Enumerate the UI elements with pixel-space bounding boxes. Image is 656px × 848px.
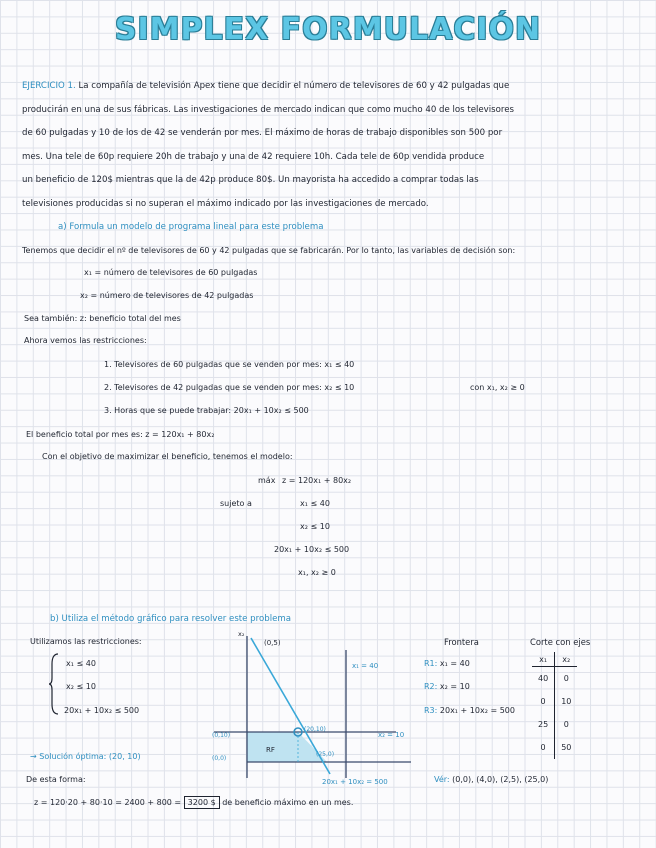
x2-line-label: x₂ = 10 (378, 731, 405, 739)
objective-intro: Con el objetivo de maximizar el beneficio, tenemos el modelo: (42, 452, 293, 461)
model-constraint-1: x₁ ≤ 40 (300, 499, 330, 508)
exercise-line: La compañía de televisión Apex tiene que decidir el número de televisores de 60 y 42 pulgadas que (78, 81, 510, 91)
profit-expression: El beneficio total por mes es: z = 120x₁ + 80x₂ (26, 430, 215, 439)
calculation-line (34, 798, 353, 807)
restriction-list-item: x₁ ≤ 40 (66, 659, 96, 668)
thus-label: De esta forma: (26, 775, 86, 784)
cuts-table (532, 652, 577, 759)
restrictions-intro: Ahora vemos las restricciones: (24, 336, 147, 345)
point-origin-label: (0,0) (212, 755, 227, 762)
restriction-list-item: 20x₁ + 10x₂ ≤ 500 (64, 706, 140, 715)
part-b-heading-text: b) Utiliza el método gráfico para resolver este problema (50, 614, 292, 624)
table-row (532, 667, 577, 691)
frontier-expr: x₁ = 40 (439, 659, 470, 668)
model-constraint-2: x₂ ≤ 10 (300, 522, 330, 531)
point-optimal-label: (20,10) (304, 726, 326, 733)
nonneg-constraint: con x₁, x₂ ≥ 0 (470, 383, 525, 392)
restriction-3: 3. Horas que se puede trabajar: 20x₁ + 10x₂ ≤ 500 (104, 406, 309, 415)
exercise-line: mes. Una tele de 60p requiere 20h de trabajo y una de 42 requiere 10h. Cada tele de 60p vendida produce (22, 151, 485, 162)
part-b-heading (50, 614, 291, 624)
restriction-list-item: x₂ ≤ 10 (66, 682, 96, 691)
frontier-expr: 20x₁ + 10x₂ = 500 (439, 706, 515, 715)
x2-axis-label: x₂ (238, 630, 245, 638)
exercise-line: un beneficio de 120$ mientras que la de 42p produce 80$. Un mayorista ha accedido a comprar todas las (22, 175, 479, 185)
point-25-label: (25,0) (316, 751, 335, 758)
optimal-solution-text: → Solución óptima: (20, 10) (30, 752, 141, 761)
exercise-line: producirán en una de sus fábricas. Las investigaciones de mercado indican que como mucho 40 de los televisores (22, 104, 514, 115)
part-a-heading-text: a) Formula un modelo de programa lineal para este problema (58, 222, 324, 232)
part-a-heading (58, 222, 323, 232)
point-0-10-label: (0,10) (212, 732, 231, 739)
table-cell: 0 (563, 720, 569, 729)
feasible-region-label: RF (266, 746, 275, 754)
model-constraint-4: x₁, x₂ ≥ 0 (298, 568, 336, 577)
cuts-header-row (532, 652, 577, 667)
point-top-label: (0,5) (264, 639, 281, 647)
table-row (532, 713, 577, 736)
frontier-tag: R1: (424, 659, 438, 668)
table-cell: 25 (532, 713, 555, 736)
frontier-title: Frontera (444, 637, 479, 647)
calculation-tail: de beneficio máximo en un mes. (222, 798, 354, 807)
restriction-1: 1. Televisores de 60 pulgadas que se venden por mes: x₁ ≤ 40 (104, 360, 355, 369)
table-cell: 10 (561, 697, 572, 706)
hours-line-label: 20x₁ + 10x₂ = 500 (322, 778, 388, 786)
calculation-expr: z = 120·20 + 80·10 = 2400 + 800 = (34, 798, 182, 807)
frontier-expr: x₂ = 10 (439, 682, 470, 691)
feasible-region-graph (206, 628, 416, 788)
frontier-tag: R2: (424, 682, 438, 691)
table-cell: 50 (561, 743, 572, 752)
vertices-label: Vér: (434, 775, 450, 784)
cuts-title: Corte con ejes (530, 637, 591, 647)
model-constraint-3: 20x₁ + 10x₂ ≤ 500 (274, 545, 350, 554)
table-row (532, 690, 577, 713)
model-max-label: máx (258, 476, 276, 485)
exercise-line: televisiones producidas si no superan el máximo indicado por las investigaciones de mercado. (22, 198, 429, 209)
optimal-solution (30, 752, 141, 761)
model-max-expr: z = 120x₁ + 80x₂ (282, 476, 352, 485)
exercise-line: de 60 pulgadas y 10 de los de 42 se venderán por mes. El máximo de horas de trabajo disponibles son 500 por (22, 128, 503, 138)
frontier-row (424, 682, 470, 691)
model-subject-to: sujeto a (220, 499, 252, 508)
table-cell: 0 (532, 736, 555, 759)
table-cell: 0 (563, 674, 569, 683)
use-restrictions: Utilizamos las restricciones: (30, 637, 142, 646)
result-box: 3200 $ (184, 796, 220, 809)
brace-icon (48, 652, 60, 716)
part-a-intro: Tenemos que decidir el nº de televisores de 60 y 42 pulgadas que se fabricarán. Por lo tanto, las variables de decisión son: (22, 246, 516, 255)
vertices-values: (0,0), (4,0), (2,5), (25,0) (452, 775, 549, 784)
table-row (532, 736, 577, 759)
page-title: SIMPLEX FORMULACIÓN (114, 12, 542, 47)
exercise-text (22, 82, 514, 223)
vertices-line (434, 775, 548, 784)
restriction-2: 2. Televisores de 42 pulgadas que se venden por mes: x₂ ≤ 10 (104, 383, 355, 392)
variable-x2: x₂ = número de televisores de 42 pulgadas (80, 291, 254, 300)
exercise-label: EJERCICIO 1. (22, 81, 76, 91)
table-cell: 40 (532, 667, 555, 691)
variable-x1: x₁ = número de televisores de 60 pulgadas (84, 268, 258, 277)
frontier-tag: R3: (424, 706, 438, 715)
cuts-header-cell: x₂ (562, 654, 571, 664)
table-cell: 0 (532, 690, 555, 713)
frontier-row (424, 659, 470, 668)
frontier-row (424, 706, 515, 715)
variable-z: Sea también: z: beneficio total del mes (24, 314, 181, 323)
x1-line-label: x₁ = 40 (352, 662, 379, 670)
cuts-header-cell: x₁ (532, 652, 555, 667)
